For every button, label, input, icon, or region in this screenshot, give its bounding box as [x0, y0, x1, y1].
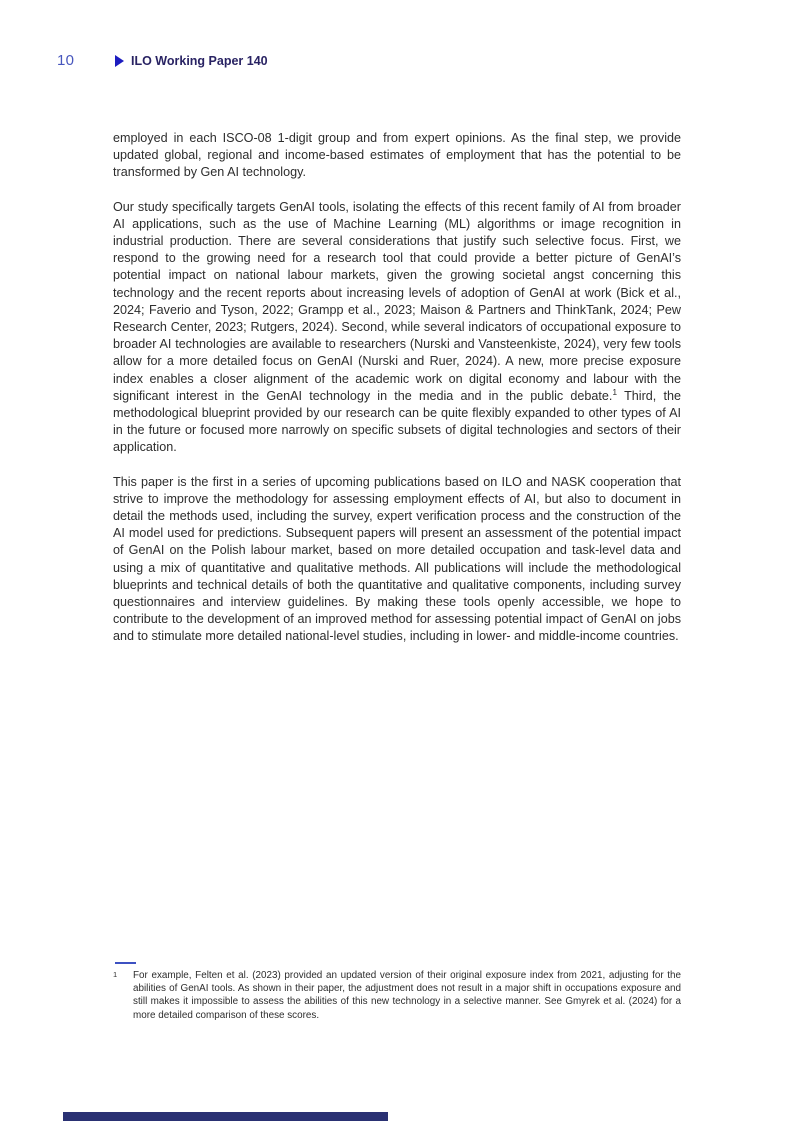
- running-header: [57, 52, 736, 69]
- footnote-text: For example, Felten et al. (2023) provided an updated version of their original exposure index from 2021, adjusting for the abilities of GenAI tools. As shown in their paper, the adjustment does not result in a major shift in occupations exposure and still makes it impossible to assess the abilities of this new technology in a selective manner. See Gmyrek et al. (2024) for a more detailed comparison of these scores.: [133, 970, 681, 1021]
- footnote: [113, 969, 681, 1022]
- footer-accent-bar: [63, 1112, 388, 1121]
- paragraph: [113, 199, 681, 457]
- body-text-column: [113, 130, 681, 663]
- header-brand: [115, 54, 268, 68]
- footnote-separator-rule: [115, 962, 136, 964]
- footnote-marker: 1: [113, 970, 118, 979]
- paragraph-text: Third, the methodological blueprint provided by our research can be quite flexibly expanded to other types of AI in the future or focused more narrowly on specific subsets of digital technologies and sectors of their application.: [113, 388, 681, 455]
- play-arrow-icon: [115, 55, 124, 67]
- page-number: 10: [57, 52, 75, 69]
- paragraph-text: Our study specifically targets GenAI tools, isolating the effects of this recent family of AI from broader AI applications, such as the use of Machine Learning (ML) algorithms or image recognition in industrial production. There are several considerations that justify such selective focus. First, we respond to the growing need for a research tool that could provide a better picture of GenAI’s potential impact on national labour markets, given the growing societal angst concerning this technology and the recent reports about increasing levels of adoption of GenAI at work (Bick et al., 2024; Faverio and Tyson, 2022; Grampp et al., 2023; Maison & Partners and ThinkTank, 2024; Pew Research Center, 2023; Rutgers, 2024). Second, while several indicators of occupational exposure to broader AI technologies are available to researchers (Nurski and Vansteenkiste, 2024), very few tools allow for a more detailed focus on GenAI (Nurski and Ruer, 2024). A new, more precise exposure index enables a closer alignment of the academic work on digital economy and labour with the significant interest in the GenAI technology in the media and in the public debate.: [113, 199, 681, 403]
- paragraph: This paper is the first in a series of upcoming publications based on ILO and NASK cooperation that strive to improve the methodology for assessing employment effects of AI, but also to document in detail the methods used, including the survey, expert verification process and the construction of the AI model used for predictions. Subsequent papers will present an assessment of the potential impact of GenAI on the Polish labour market, based on more detailed occupation and task-level data and using a mix of quantitative and qualitative methods. All publications will include the methodological blueprints and technical details of both the quantitative and qualitative components, including survey questionnaires and interview guidelines. By making these tools openly accessible, we hope to contribute to the development of an improved method for assessing potential impact of GenAI on jobs and to stimulate more detailed national-level studies, including in lower- and middle-income countries.: [113, 474, 681, 644]
- footnote-reference: 1: [612, 386, 618, 397]
- paragraph: employed in each ISCO-08 1-digit group and from expert opinions. As the final step, we provide updated global, regional and income-based estimates of employment that has the potential to be transformed by Gen AI technology.: [113, 131, 681, 180]
- footnote-area: [113, 962, 681, 1022]
- header-title: ILO Working Paper 140: [131, 53, 268, 68]
